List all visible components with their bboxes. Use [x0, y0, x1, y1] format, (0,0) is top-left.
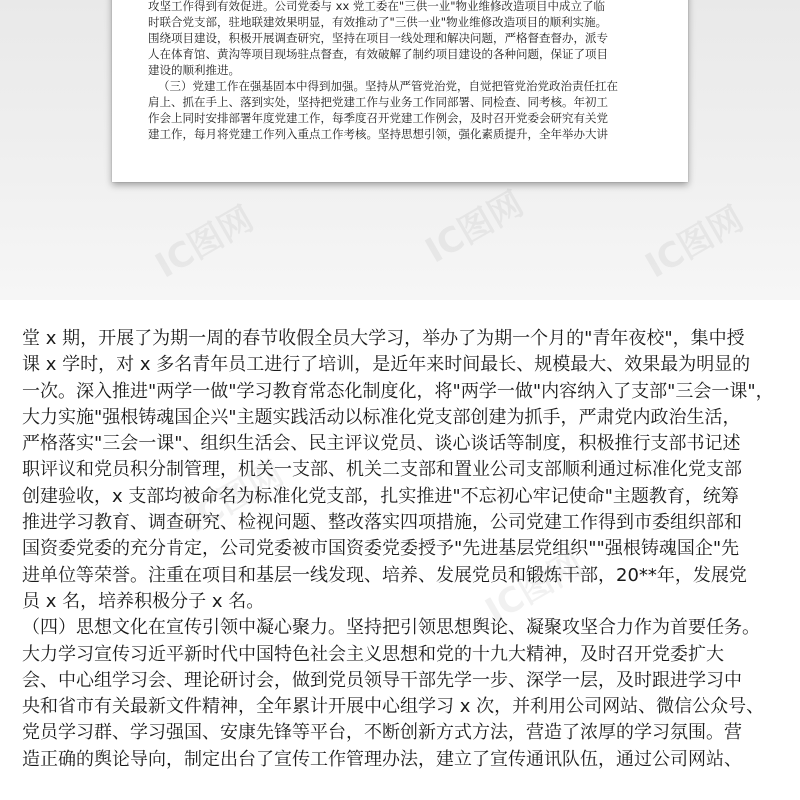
body-line: 堂 x 期，开展了为期一周的春节收假全员大学习，举办了为期一个月的"青年夜校"，集中授	[22, 328, 745, 349]
preview-line: 作会上同时安排部署年度党建工作，每季度召开党建工作例会，及时召开党委会研究有关党	[148, 111, 608, 125]
body-line: 大力实施"强根铸魂国企兴"主题实践活动以标准化党支部创建为抓手，严肃党内政治生活，	[22, 406, 741, 428]
top-preview-band	[0, 0, 800, 300]
document-body	[22, 326, 782, 773]
watermark-logo: IC图网	[148, 198, 261, 287]
preview-line: 建工作，每月将党建工作列入重点工作考核。坚持思想引领，强化素质提升，全年举办大讲	[148, 127, 608, 141]
body-line: 央和省市有关最新文件精神，全年累计开展中心组学习 x 次，并利用公司网站、微信公众号、	[22, 696, 765, 718]
preview-line: 时联合党支部，驻地联建效果明显，有效推动了"三供一业"物业维修改造项目的顺利实施。	[148, 15, 608, 29]
body-line: 造正确的舆论导向，制定出台了宣传工作管理办法，建立了宣传通讯队伍，通过公司网站、	[22, 748, 742, 770]
preview-line: 人在体育馆、黄沟等项目现场驻点督查，有效破解了制约项目建设的各种问题，保证了项目	[148, 47, 608, 61]
watermark-logo: IC图网	[418, 183, 531, 272]
body-line: 大力学习宣传习近平新时代中国特色社会主义思想和党的十九大精神，及时召开党委扩大	[22, 643, 724, 665]
watermark-logo: IC图网	[478, 543, 591, 632]
body-line: 创建验收，x 支部均被命名为标准化党支部，扎实推进"不忘初心牢记使命"主题教育，统筹	[22, 485, 739, 507]
watermark-logo: IC图网	[178, 453, 291, 542]
body-line: 一次。深入推进"两学一做"学习教育常态化制度化，将"两学一做"内容纳入了支部"三会一课"，	[22, 380, 774, 402]
body-line: 会、中心组学习会、理论研讨会，做到党员领导干部先学一步、深学一层，及时跟进学习中	[22, 669, 742, 691]
preview-line: 围绕项目建设，积极开展调查研究，坚持在项目一线处理和解决问题，严格督查督办，派专	[148, 31, 608, 45]
body-line: 严格落实"三会一课"、组织生活会、民主评议党员、谈心谈话等制度，积极推行支部书记述	[22, 433, 741, 455]
preview-line: 建设的顺利推进。	[148, 63, 240, 77]
document-page-preview	[112, 0, 688, 182]
body-line: 职评议和党员积分制管理，机关一支部、机关二支部和置业公司支部顺利通过标准化党支部	[22, 459, 742, 481]
preview-line: 攻坚工作得到有效促进。公司党委与 xx 党工委在"三供一业"物业维修改造项目中成立了临	[148, 0, 605, 13]
preview-line: （三）党建工作在强基固本中得到加强。坚持从严管党治党，自觉把管党治党政治责任扛在	[158, 79, 618, 93]
watermark-logo: IC图网	[638, 198, 751, 287]
body-line: 党员学习群、学习强国、安康先锋等平台，不断创新方式方法，营造了浓厚的学习氛围。营	[22, 722, 742, 744]
preview-text-block	[148, 0, 660, 142]
body-line: 国资委党委的充分肯定，公司党委被市国资委党委授予"先进基层党组织""强根铸魂国企"先	[22, 538, 740, 560]
body-line: 推进学习教育、调查研究、检视问题、整改落实四项措施，公司党建工作得到市委组织部和	[22, 512, 742, 534]
body-line: 课 x 学时，对 x 多名青年员工进行了培训，是近年来时间最长、规模最大、效果最为明显的	[22, 354, 751, 376]
body-line: （四）思想文化在宣传引领中凝心聚力。坚持把引领思想舆论、凝聚攻坚合力作为首要任务。	[22, 617, 760, 639]
body-line: 进单位等荣誉。注重在项目和基层一线发现、培养、发展党员和锻炼干部，20**年，发展党	[22, 564, 747, 586]
preview-line: 肩上、抓在手上、落到实处，坚持把党建工作与业务工作同部署、同检查、同考核。年初工	[148, 95, 608, 109]
body-line: 员 x 名，培养积极分子 x 名。	[22, 590, 265, 612]
